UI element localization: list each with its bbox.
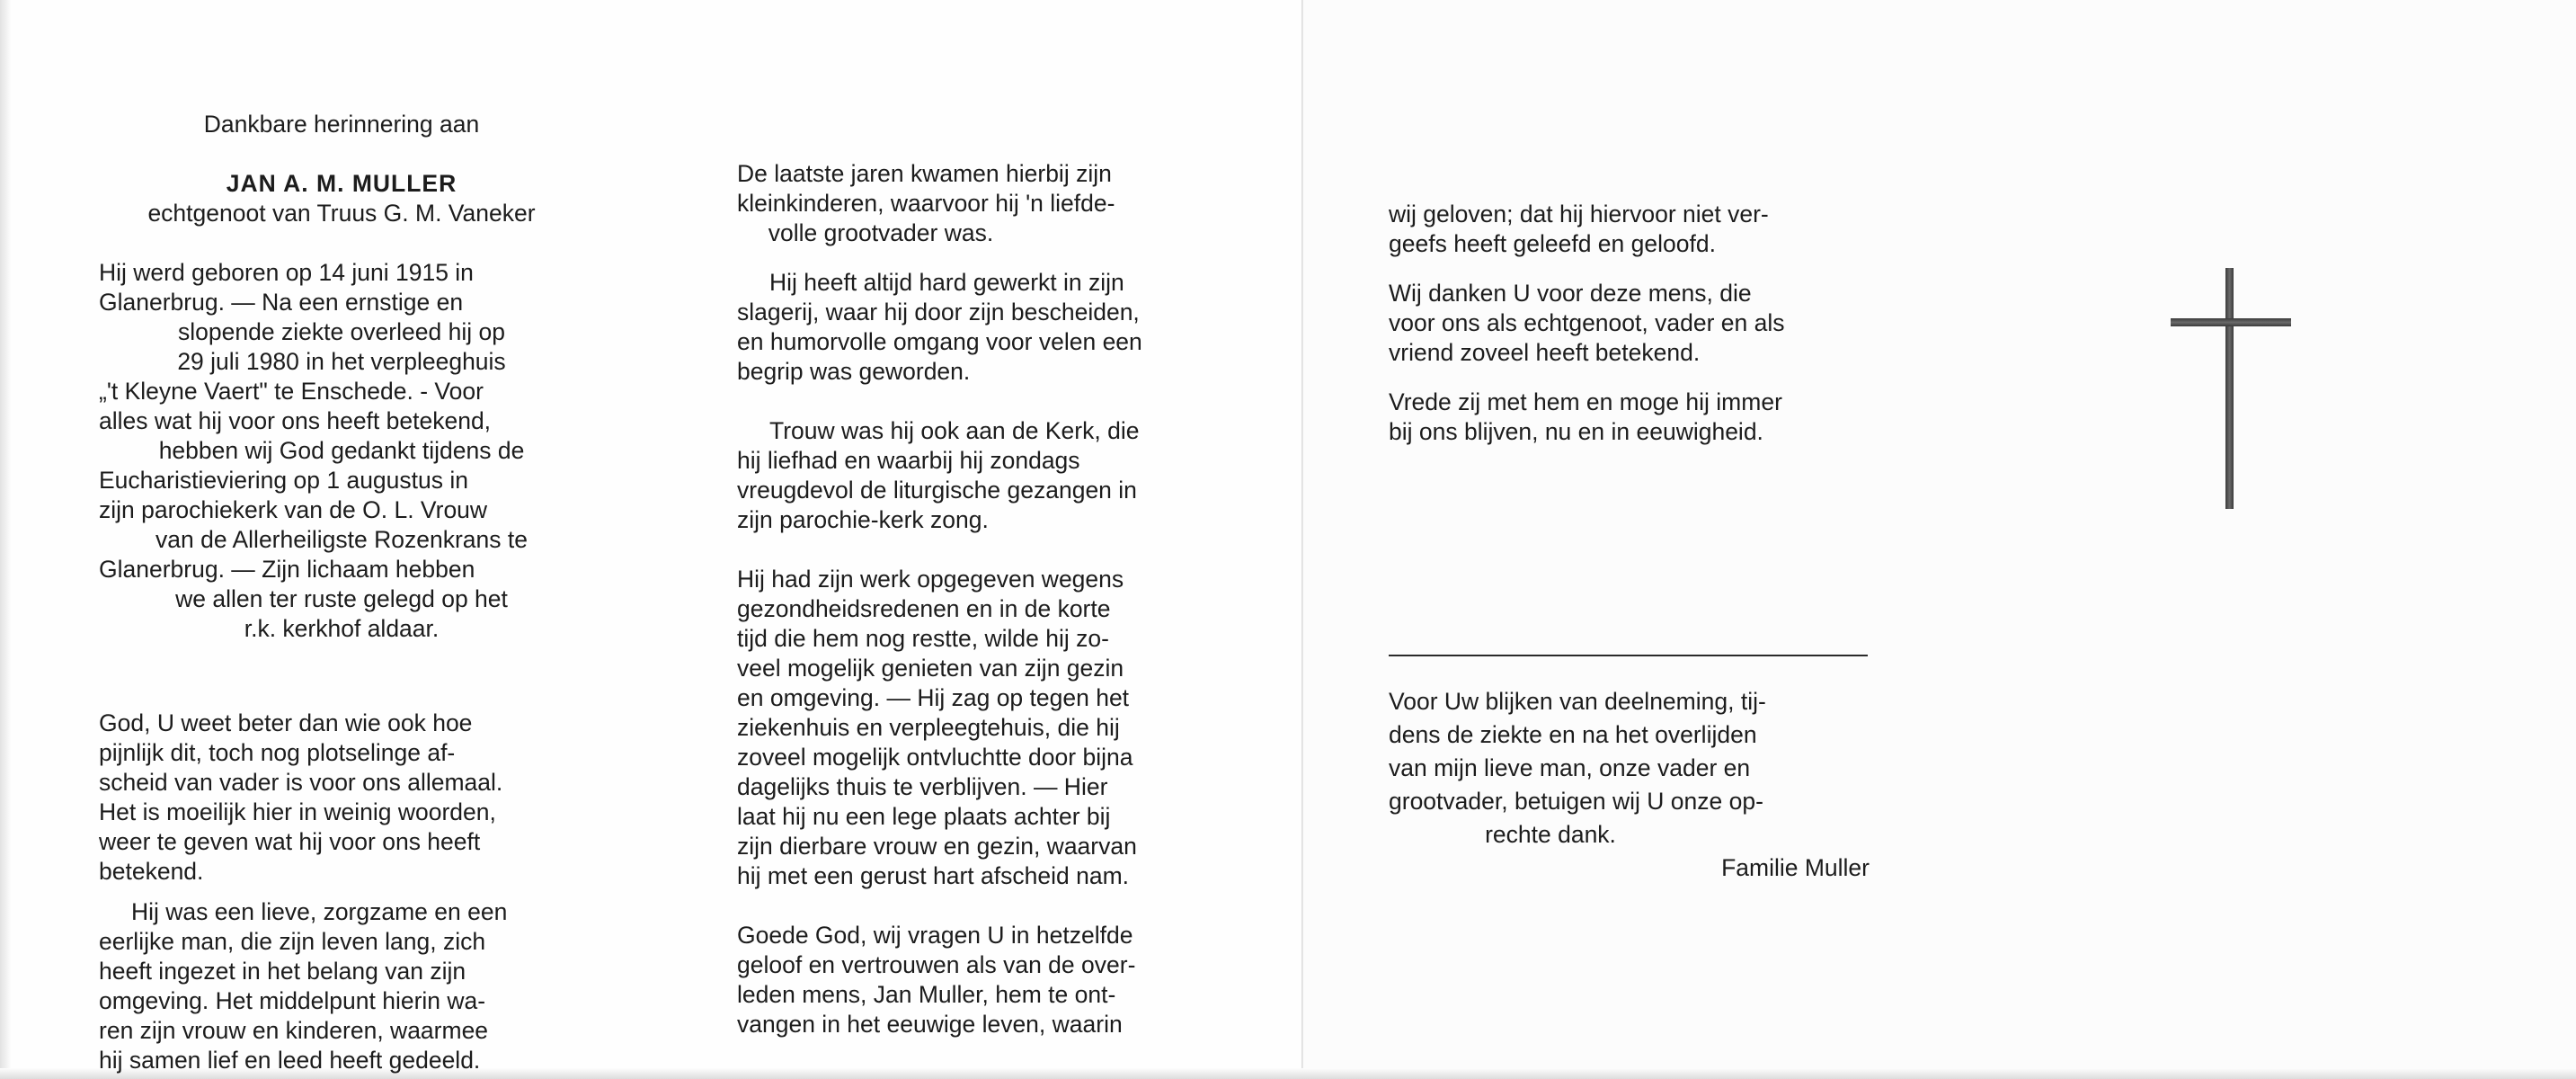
bio-line: r.k. kerkhof aldaar. [244, 615, 440, 642]
bio-line: Eucharistieviering op 1 augustus in [99, 467, 468, 494]
bio-line: Glanerbrug. — Zijn lichaam hebben [99, 556, 475, 583]
deceased-name: JAN A. M. MULLER [226, 170, 457, 197]
memorial-heading: Dankbare herinnering aan [203, 111, 480, 138]
text-line: zoveel mogelijk ontvluchtte door bijna [737, 744, 1133, 771]
bio-line: „'t Kleyne Vaert" te Enschede. - Voor [99, 378, 484, 405]
bio-line: alles wat hij voor ons heeft betekend, [99, 407, 492, 434]
middle-paragraph-2 [737, 268, 1267, 387]
text-line: Hij was een lieve, zorgzame en een [131, 898, 508, 925]
text-line: voor ons als echtgenoot, vader en als [1389, 309, 1785, 336]
bio-line: van de Allerheiligste Rozenkrans te [155, 526, 528, 553]
text-line: Goede God, wij vragen U in hetzelfde [737, 922, 1133, 949]
right-paragraph-1 [1389, 200, 1865, 259]
text-line: eerlijke man, die zijn leven lang, zich [99, 928, 486, 955]
middle-paragraph-4 [737, 565, 1267, 891]
text-line: Het is moeilijk hier in weinig woorden, [99, 798, 496, 825]
bio-line: 29 juli 1980 in het verpleeghuis [177, 348, 506, 375]
bio-line: slopende ziekte overleed hij op [178, 318, 505, 345]
text-line: rechte dank. [1485, 821, 1616, 848]
text-line: Voor Uw blijken van deelneming, tij- [1389, 688, 1766, 715]
text-line: tijd die hem nog restte, wilde hij zo- [737, 625, 1109, 652]
text-line: kleinkinderen, waarvoor hij 'n liefde- [737, 190, 1115, 217]
text-line: scheid van vader is voor ons allemaal. [99, 769, 503, 796]
text-line: zijn dierbare vrouw en gezin, waarvan [737, 833, 1137, 860]
right-panel [1389, 200, 1865, 447]
cross-vertical-bar [2225, 268, 2234, 509]
thanks-block [1389, 685, 1870, 885]
text-line: begrip was geworden. [737, 358, 971, 385]
text-line: wij geloven; dat hij hiervoor niet ver- [1389, 201, 1769, 227]
text-line: en humorvolle omgang voor velen een [737, 328, 1142, 355]
text-line: vriend zoveel heeft betekend. [1389, 339, 1701, 366]
text-line: laat hij nu een lege plaats achter bij [737, 803, 1111, 830]
text-line: geloof en vertrouwen als van de over- [737, 951, 1136, 978]
middle-paragraph-1 [737, 159, 1267, 248]
bio-line: Hij werd geboren op 14 juni 1915 in [99, 259, 474, 286]
text-line: vreugdevol de liturgische gezangen in [737, 477, 1137, 504]
text-line: hij samen lief en leed heeft gedeeld. [99, 1047, 481, 1074]
text-line: dagelijks thuis te verblijven. — Hier [737, 773, 1108, 800]
middle-paragraph-5 [737, 921, 1267, 1039]
text-line: volle grootvader was. [768, 219, 994, 246]
text-line: Hij heeft altijd hard gewerkt in zijn [769, 269, 1124, 296]
text-line: geefs heeft geleefd en geloofd. [1389, 230, 1716, 257]
text-line: Hij had zijn werk opgegeven wegens [737, 566, 1124, 593]
middle-paragraph-3 [737, 416, 1267, 535]
text-line: omgeving. Het middelpunt hierin wa- [99, 987, 486, 1014]
right-paragraph-2 [1389, 279, 1865, 368]
divider-line [1389, 655, 1868, 656]
bio-line: zijn parochiekerk van de O. L. Vrouw [99, 496, 488, 523]
prayer-paragraph-1 [99, 709, 584, 887]
family-signature: Familie Muller [1721, 854, 1870, 881]
text-line: weer te geven wat hij voor ons heeft [99, 828, 481, 855]
card-left-edge [0, 0, 11, 1079]
text-line: leden mens, Jan Muller, hem te ont- [737, 981, 1116, 1008]
text-line: vangen in het eeuwige leven, waarin [737, 1011, 1123, 1038]
text-line: veel mogelijk genieten van zijn gezin [737, 655, 1124, 682]
card-fold-line [1301, 0, 1303, 1079]
bio-line: we allen ter ruste gelegd op het [175, 585, 508, 612]
text-line: betekend. [99, 858, 204, 885]
text-line: pijnlijk dit, toch nog plotselinge af- [99, 739, 456, 766]
text-line: van mijn lieve man, onze vader en [1389, 754, 1751, 781]
text-line: ren zijn vrouw en kinderen, waarmee [99, 1017, 489, 1044]
card-right-page [1303, 0, 2576, 1079]
text-line: bij ons blijven, nu en in eeuwigheid. [1389, 418, 1763, 445]
right-paragraph-3 [1389, 388, 1865, 447]
text-line: hij liefhad en waarbij hij zondags [737, 447, 1080, 474]
text-line: Trouw was hij ook aan de Kerk, die [769, 417, 1140, 444]
biography [99, 258, 584, 644]
bio-line: Glanerbrug. — Na een ernstige en [99, 289, 464, 316]
prayer-paragraph-2 [99, 897, 584, 1075]
latin-cross-icon [2171, 268, 2291, 509]
middle-panel [737, 159, 1267, 1039]
text-line: hij met een gerust hart afscheid nam. [737, 862, 1130, 889]
text-line: De laatste jaren kwamen hierbij zijn [737, 160, 1112, 187]
text-line: Wij danken U voor deze mens, die [1389, 280, 1752, 307]
text-line: heeft ingezet in het belang van zijn [99, 958, 466, 985]
text-line: slagerij, waar hij door zijn bescheiden, [737, 299, 1140, 325]
text-line: grootvader, betuigen wij U onze op- [1389, 788, 1763, 815]
text-line: zijn parochie-kerk zong. [737, 506, 989, 533]
bio-line: hebben wij God gedankt tijdens de [158, 437, 525, 464]
text-line: gezondheidsredenen en in de korte [737, 595, 1111, 622]
cross-horizontal-bar [2171, 318, 2291, 326]
text-line: God, U weet beter dan wie ook hoe [99, 709, 473, 736]
text-line: Vrede zij met hem en moge hij immer [1389, 388, 1782, 415]
left-panel [99, 110, 584, 1075]
spouse-line: echtgenoot van Truus G. M. Vaneker [147, 200, 536, 227]
text-line: dens de ziekte en na het overlijden [1389, 721, 1757, 748]
text-line: ziekenhuis en verpleegtehuis, die hij [737, 714, 1120, 741]
text-line: en omgeving. — Hij zag op tegen het [737, 684, 1130, 711]
